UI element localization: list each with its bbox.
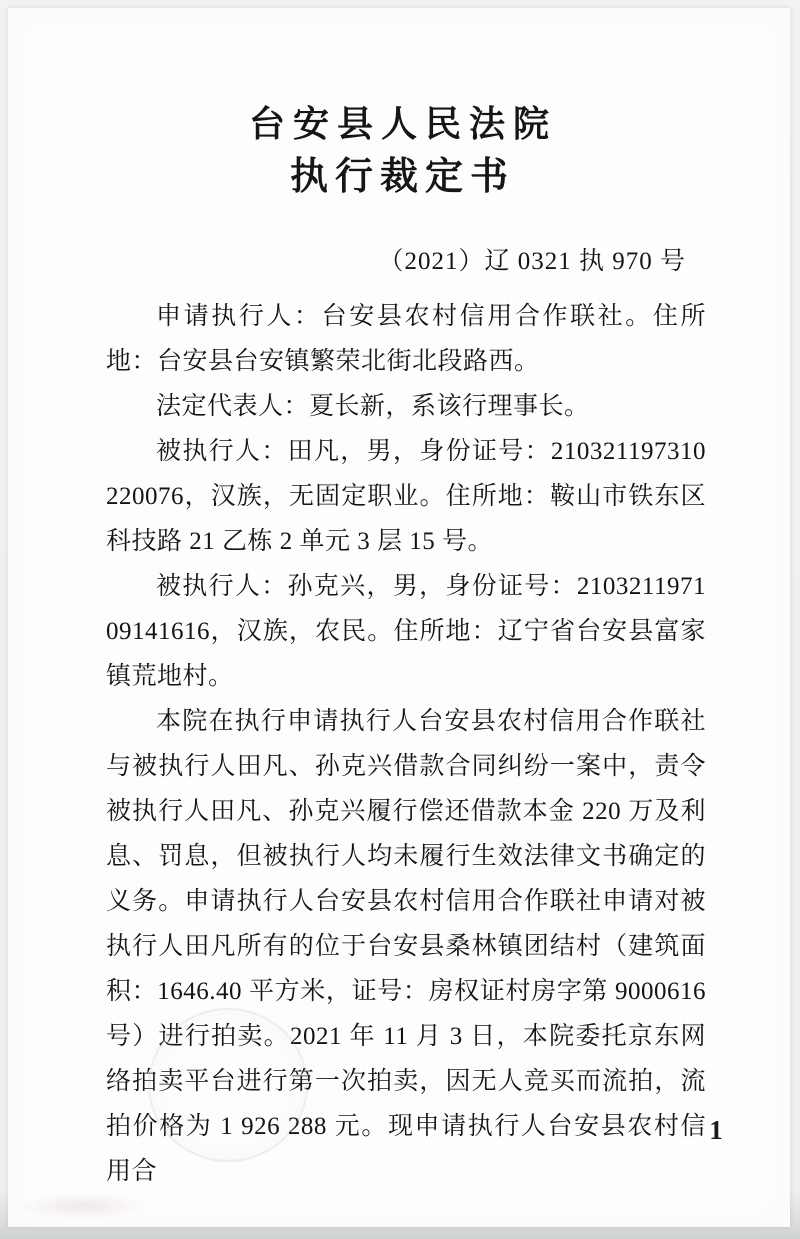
scan-smudge-artifact	[18, 1193, 148, 1219]
court-name-heading: 台安县人民法院	[248, 104, 557, 144]
paragraph-legal-representative: 法定代表人：夏长新，系该行理事长。	[156, 393, 590, 420]
document-title-heading: 执行裁定书	[289, 156, 515, 198]
case-number: （2021）辽 0321 执 970 号	[378, 248, 686, 275]
page-number: 1	[709, 1115, 723, 1145]
document-body	[8, 294, 790, 1194]
paragraph-respondent-2: 被执行人：孙克兴，男，身份证号：210321197109141616，汉族，农民。住所地：辽宁省台安县富家镇荒地村。	[106, 573, 706, 690]
document-page	[8, 8, 790, 1227]
paragraph-case-facts: 本院在执行申请执行人台安县农村信用合作联社与被执行人田凡、孙克兴借款合同纠纷一案中，责令被执行人田凡、孙克兴履行偿还借款本金 220 万及利息、罚息，但被执行人均未履行生效法律文书确定的义务。申请执行人台安县农村信用合作联社申请对被执行人田凡所有的位于台安县桑林镇团结村（建筑面积：1646.40 平方米，证号：房权证村房字第 9000616 号）进行拍卖。2021 年 11 月 3 日，本院委托京东网络拍卖平台进行第一次拍卖，因无人竞买而流拍，流拍价格为 1 926 288 元。现申请执行人台安县农村信用合	[106, 708, 706, 1185]
paragraph-respondent-1: 被执行人：田凡，男，身份证号：210321197310220076，汉族，无固定职业。住所地：鞍山市铁东区科技路 21 乙栋 2 单元 3 层 15 号。	[106, 438, 706, 555]
paragraph-applicant: 申请执行人：台安县农村信用合作联社。住所地：台安县台安镇繁荣北街北段路西。	[106, 303, 706, 375]
faint-seal-watermark	[148, 1008, 308, 1162]
